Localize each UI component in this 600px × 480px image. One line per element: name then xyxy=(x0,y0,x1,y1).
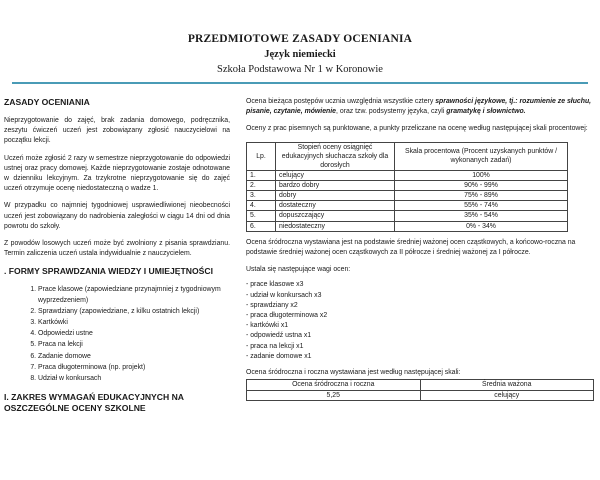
table-cell: 5,25 xyxy=(247,390,421,400)
paragraph-written-work: Oceny z prac pisemnych są punktowane, a punkty przeliczane na ocenę według następującej skali procentowej: xyxy=(246,125,588,133)
header-divider xyxy=(12,82,588,84)
section-heading-requirements xyxy=(4,392,230,414)
section-heading-rules: ZASADY OCENIANIA xyxy=(4,97,90,107)
left-column xyxy=(4,97,230,422)
column-header: Średnia ważona xyxy=(420,380,594,390)
table-row xyxy=(247,221,568,231)
list-item: - kartkówki x1 xyxy=(246,322,289,330)
paragraph-unprepared-limit: Uczeń może zgłosić 2 razy w semestrze nieprzygotowanie do odpowiedzi ustnej oraz pracy domowej. Każde nieprzygotowanie zostaje odnotowane w dzienniku lekcyjnym. Za trzykrotne nieprzygotowanie się do zajęć uczeń otrzymuje ocenę niedostateczną o wadze 1. xyxy=(4,154,230,193)
paragraph-absence: W przypadku co najmniej tygodniowej usprawiedliwionej nieobecności uczeń jest zobowiązany do nadrobienia zaległości w ciągu 14 dni od dnia powrotu do szkoły. xyxy=(4,202,230,230)
intro-grammar-bold: gramatykę i słownictwo. xyxy=(446,108,526,116)
table-row xyxy=(247,390,594,400)
table-cell: 4. xyxy=(247,201,276,211)
table-cell: 0% - 34% xyxy=(395,221,568,231)
table-cell: 1. xyxy=(247,170,276,180)
list-item: 8. Udział w konkursach xyxy=(38,374,230,384)
section-heading-forms: . FORMY SPRAWDZANIA WIEDZY I UMIEJĘTNOŚCI xyxy=(4,266,213,277)
paragraph-exemption: Z powodów losowych uczeń może być zwolniony z pisania sprawdzianu. Termin zaliczenia uczeń ustala indywidualnie z nauczycielem. xyxy=(4,240,230,258)
table-cell: 35% - 54% xyxy=(395,211,568,221)
list-item: 7. Praca długoterminowa (np. projekt) xyxy=(38,363,230,373)
table-row xyxy=(247,201,568,211)
table-header-row xyxy=(247,380,594,390)
table-row xyxy=(247,191,568,201)
forms-list xyxy=(4,285,230,384)
list-item: 2. Sprawdziany (zapowiedziane, z kilku ostatnich lekcji) xyxy=(38,307,230,317)
table-cell: dopuszczający xyxy=(276,211,395,221)
school-name: Szkoła Podstawowa Nr 1 w Koronowie xyxy=(217,64,383,75)
table-cell: 6. xyxy=(247,221,276,231)
list-item: 1. Prace klasowe (zapowiedziane przynajmniej z tygodniowym wyprzedzeniem) xyxy=(38,285,230,305)
list-item: - praca na lekcji x1 xyxy=(246,342,304,350)
requirements-heading-line1: I. ZAKRES WYMAGAŃ EDUKACYJNYCH NA xyxy=(4,392,184,403)
list-item: 3. Kartkówki xyxy=(38,318,230,328)
list-item: - udział w konkursach x3 xyxy=(246,291,322,299)
list-item: 4. Odpowiedzi ustne xyxy=(38,329,230,339)
table-cell: 100% xyxy=(395,170,568,180)
weights-intro: Ustala się następujące wagi ocen: xyxy=(246,266,351,274)
column-header: Skala procentowa (Procent uzyskanych punktów / wykonanych zadań) xyxy=(395,142,568,170)
weights-list xyxy=(246,280,594,362)
list-item: - zadanie domowe x1 xyxy=(246,352,312,360)
list-item: 6. Zadanie domowe xyxy=(38,352,230,362)
column-header: Lp. xyxy=(247,142,276,170)
list-item: - odpowiedź ustna x1 xyxy=(246,332,312,340)
document-header xyxy=(0,32,600,77)
table-row xyxy=(247,211,568,221)
list-item: - praca długoterminowa x2 xyxy=(246,312,328,320)
paragraph-unprepared: Nieprzygotowanie do zajęć, brak zadania domowego, podręcznika, zeszytu ćwiczeń uczeń jest zobowiązany zgłosić nauczycielowi na początku lekcji. xyxy=(4,117,230,145)
table-cell: dobry xyxy=(276,191,395,201)
table-cell: 5. xyxy=(247,211,276,221)
intro-skills-bold: sprawności językowe, tj.: rozumienie ze słuchu, pisanie, czytanie, mówienie xyxy=(246,98,592,116)
table-cell: dostateczny xyxy=(276,201,395,211)
list-item: - prace klasowe x3 xyxy=(246,281,304,289)
list-item: 5. Praca na lekcji xyxy=(38,340,230,350)
requirements-heading-line2: OSZCZEGÓLNE OCENY SZKOLNE xyxy=(4,403,146,414)
grade-scale-table xyxy=(246,142,568,232)
right-column xyxy=(246,97,594,401)
table-row xyxy=(247,170,568,180)
table-cell: 55% - 74% xyxy=(395,201,568,211)
paragraph-current-assessment xyxy=(246,97,594,117)
final-grade-table xyxy=(246,379,594,401)
table-cell: niedostateczny xyxy=(276,221,395,231)
table-cell: 3. xyxy=(247,191,276,201)
table-cell: celujący xyxy=(276,170,395,180)
table-cell: bardzo dobry xyxy=(276,180,395,190)
list-item: - sprawdziany x2 xyxy=(246,301,298,309)
intro-text: Ocena bieżąca postępów ucznia uwzględnia wszystkie cztery xyxy=(246,98,434,105)
table-cell: 90% - 99% xyxy=(395,180,568,190)
table-header-row xyxy=(247,142,568,170)
column-header: Stopień oceny osiągnięć edukacyjnych słuchacza szkoły dla dorosłych xyxy=(276,142,395,170)
intro-text-cont: , oraz tzw. podsystemy języka, czyli xyxy=(336,108,445,116)
table-cell: celujący xyxy=(420,390,594,400)
subject-title: Język niemiecki xyxy=(264,49,336,60)
table-row xyxy=(247,180,568,190)
table-cell: 2. xyxy=(247,180,276,190)
table-cell: 75% - 89% xyxy=(395,191,568,201)
column-header: Ocena śródroczna i roczna xyxy=(247,380,421,390)
paragraph-semester-grade: Ocena śródroczna wystawiana jest na podstawie średniej ważonej ocen cząstkowych, a końcowo-roczna na podstawie średniej ważonej ocen cząstkowych za II półrocze i średniej ważonej za I półrocze. xyxy=(246,238,576,257)
final-scale-intro: Ocena śródroczna i roczna wystawiana jest według następującej skali: xyxy=(246,369,461,377)
document-title: PRZEDMIOTOWE ZASADY OCENIANIA xyxy=(187,33,413,45)
